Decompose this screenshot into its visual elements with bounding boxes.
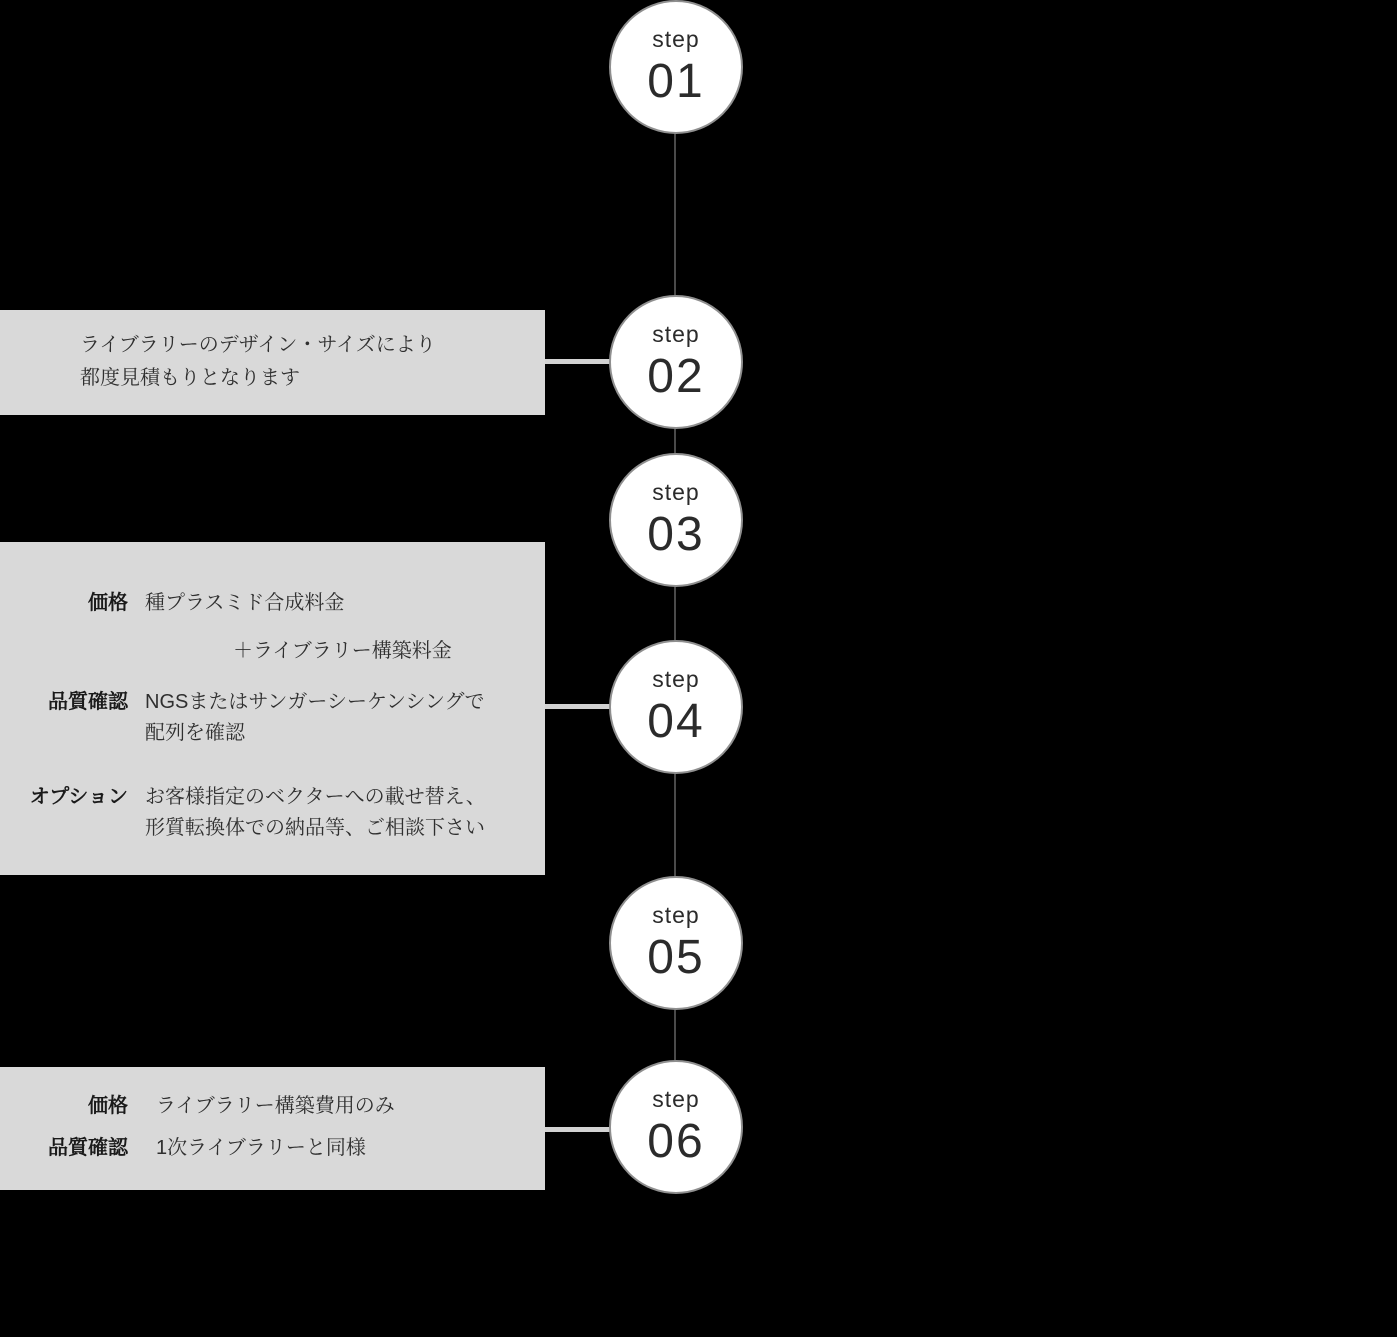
detail-row-price — [0, 588, 452, 667]
row-label: オプション — [29, 786, 128, 808]
value-line: NGSまたはサンガーシーケンシングで — [145, 691, 485, 713]
step-number: 02 — [647, 350, 705, 403]
value-line: ＋ライブラリー構築料金 — [233, 640, 452, 662]
step-04-badge — [609, 640, 743, 774]
detail-row-option — [0, 782, 486, 844]
value-line: お客様指定のベクターへの載せ替え、 — [145, 786, 486, 808]
value-line: 配列を確認 — [145, 722, 245, 744]
step-word: step — [652, 26, 700, 52]
step-word: step — [652, 1086, 700, 1112]
row-label: 価格 — [88, 1095, 128, 1117]
step-02-badge — [609, 295, 743, 429]
step-number: 01 — [647, 55, 705, 108]
row-value — [156, 1133, 366, 1164]
callout-step06-details — [0, 1067, 545, 1190]
row-value — [145, 687, 485, 749]
note-line: ライブラリーのデザイン・サイズにより — [80, 334, 436, 356]
detail-row-quality-check — [0, 1133, 366, 1164]
step-01-badge — [609, 0, 743, 134]
row-value — [156, 1091, 395, 1122]
row-label: 品質確認 — [48, 1137, 128, 1159]
step-word: step — [652, 902, 700, 928]
step-word: step — [652, 666, 700, 692]
callout-step02-note — [0, 310, 545, 415]
step-03-badge — [609, 453, 743, 587]
step-word: step — [652, 321, 700, 347]
value-line: 種プラスミド合成料金 — [145, 592, 345, 614]
step-05-badge — [609, 876, 743, 1010]
detail-row-price — [0, 1091, 395, 1122]
step-word: step — [652, 479, 700, 505]
value-line: 形質転換体での納品等、ご相談下さい — [145, 817, 485, 839]
step-number: 06 — [647, 1115, 705, 1168]
note-line: 都度見積もりとなります — [80, 367, 300, 389]
value-line: 1次ライブラリーと同様 — [156, 1137, 366, 1159]
detail-row-quality-check — [0, 687, 485, 749]
row-value — [145, 782, 486, 844]
step-number: 04 — [647, 695, 705, 748]
step-number: 03 — [647, 508, 705, 561]
row-label: 価格 — [88, 592, 128, 614]
step-number: 05 — [647, 931, 705, 984]
value-line: ライブラリー構築費用のみ — [156, 1095, 395, 1117]
callout-step04-details — [0, 542, 545, 875]
row-label: 品質確認 — [48, 691, 128, 713]
step-06-badge — [609, 1060, 743, 1194]
row-value — [145, 588, 452, 667]
